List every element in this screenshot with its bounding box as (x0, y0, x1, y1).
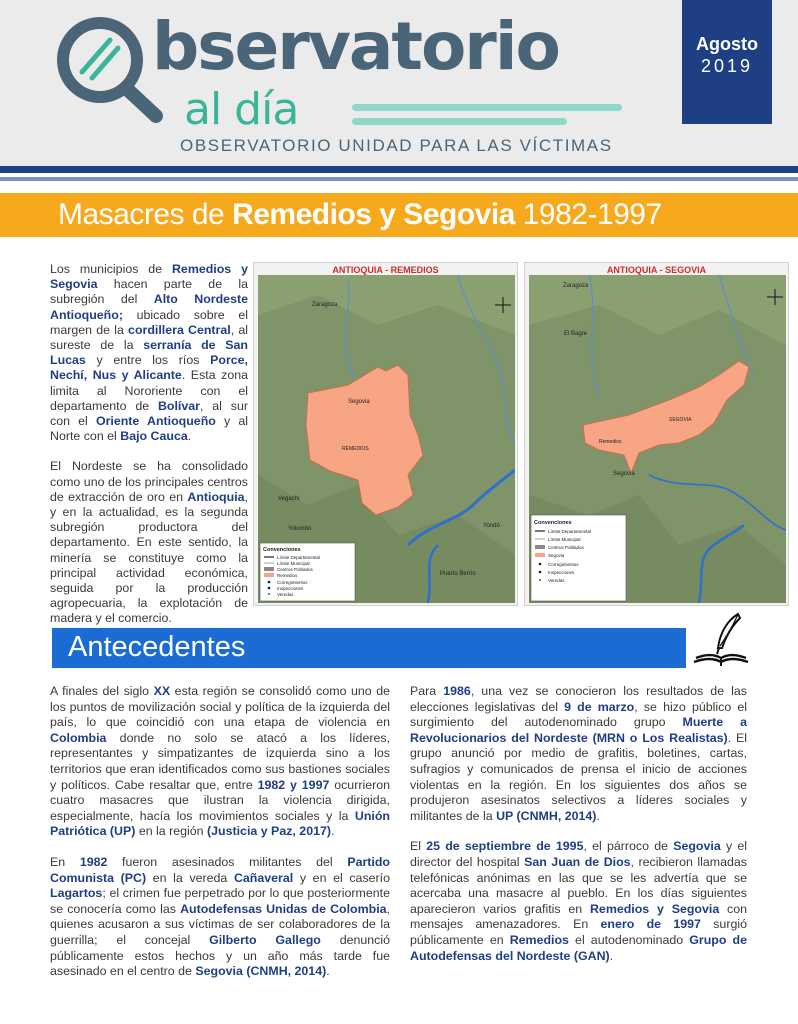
text-run: en la región (135, 824, 208, 839)
svg-text:Convenciones: Convenciones (534, 520, 572, 526)
svg-text:Veredas: Veredas (277, 592, 294, 597)
intro-paragraph (50, 459, 248, 626)
issue-month: Agosto (696, 34, 758, 54)
text-run: , quienes acusaron a sus víctimas de ser colaboradores de la guerrilla; el concejal (50, 901, 390, 947)
emphasis-text: cordillera Central (128, 322, 231, 337)
body-paragraph (50, 684, 390, 840)
place-label: Segovia (613, 471, 635, 477)
emphasis-text: Porce, Nechí, Nus y Alicante (50, 353, 248, 383)
text-run: fueron asesinados militantes del (107, 854, 348, 869)
svg-text:Convenciones: Convenciones (263, 547, 301, 553)
emphasis-text: Oriente Antioqueño (95, 414, 216, 429)
issue-date-badge (682, 0, 772, 124)
place-label: SEGOVIA (669, 417, 692, 423)
map-title: ANTIOQUIA - REMEDIOS (332, 265, 439, 275)
emphasis-text: (CNMH, 2014) (246, 964, 327, 979)
logo-decor-line (352, 118, 567, 125)
header-divider (0, 166, 798, 173)
emphasis-text: Cañaveral (233, 870, 294, 885)
section-heading: Antecedentes (68, 631, 246, 663)
place-label: Vegachí (278, 496, 300, 502)
antecedentes-column-right (410, 684, 747, 979)
svg-text:Límite Departamental: Límite Departamental (548, 529, 592, 534)
emphasis-text: Muerte a Revolucionarios del Nordeste (MRN o Los Realistas) (410, 715, 747, 745)
text-run: en la vereda (146, 870, 234, 885)
emphasis-text: 1986 (443, 684, 471, 698)
emphasis-text: Gilberto Gallego (209, 932, 321, 947)
header (0, 0, 798, 168)
emphasis-text: Remedios y Segovia (589, 901, 720, 916)
place-label: Zaragoza (312, 302, 338, 308)
emphasis-text: Segovia (195, 964, 243, 979)
text-run: , al sureste de la (50, 322, 249, 353)
emphasis-text: enero de 1997 (600, 917, 701, 932)
map-segovia (524, 262, 789, 606)
svg-text:Corregimientos: Corregimientos (277, 580, 308, 585)
svg-text:Veredas: Veredas (548, 578, 565, 583)
page-title (58, 198, 662, 232)
place-label: REMEDIOS (342, 446, 369, 452)
text-run: . (187, 429, 192, 444)
emphasis-text: 1982 y 1997 (257, 777, 330, 792)
body-paragraph (410, 839, 747, 964)
title-pre: Masacres de (58, 198, 233, 231)
map-remedios-graphic (258, 275, 515, 603)
antecedentes-column-left (50, 684, 390, 995)
emphasis-text: Bolívar (157, 398, 200, 413)
emphasis-text: Lagartos (50, 886, 103, 901)
emphasis-text: San Juan de Dios (524, 854, 631, 869)
body-paragraph (410, 684, 747, 824)
text-run: , el párroco de (583, 839, 674, 854)
emphasis-text: Unión Patriótica (UP) (50, 808, 390, 839)
emphasis-text: Grupo de Autodefensas del Nordeste (GAN) (410, 932, 747, 963)
emphasis-text: Partido Comunista (PC) (50, 854, 390, 885)
emphasis-text: Colombia (50, 730, 107, 745)
text-run: y entre los ríos (85, 353, 211, 368)
logo (52, 8, 613, 164)
text-run: hacen parte de la subregión del (50, 277, 248, 307)
text-run: , recibieron llamadas telefónicas anónimas en las que se les advertía que se acercaba una masacre al pueblo. En los días siguientes aparecieron varios grafitis en (410, 854, 747, 916)
issue-year: 2019 (700, 56, 754, 76)
text-run: El (410, 839, 427, 854)
intro-paragraph (50, 262, 248, 444)
emphasis-text: serranía de San Lucas (50, 338, 249, 368)
text-run: ocurrieron cuatro masacres que ilustran la violencia dirigida, especialmente, hacía los movimientos sociales y la (50, 777, 391, 823)
text-run: , al sur con el (50, 398, 248, 429)
text-run: el autodenominado (568, 932, 690, 947)
svg-text:Segovia: Segovia (548, 553, 565, 558)
text-run: Para (410, 684, 444, 698)
emphasis-text: Remedios y Segovia (50, 262, 248, 292)
emphasis-text: Alto Nordeste Antioqueño; (50, 292, 248, 322)
text-run: , y en la actualidad, es la segunda subregión productora del departamento. En este sentido, la minería se constituye como la principal actividad económica, seguida por la producción agropecuaria, la explotación de madera y el comercio. (50, 489, 248, 626)
map-remedios (253, 262, 518, 606)
svg-text:Corregimientos: Corregimientos (548, 562, 579, 567)
logo-subtitle: al día (184, 84, 299, 135)
svg-text:Centros Poblados: Centros Poblados (548, 545, 584, 550)
text-run: , una vez se conocieron los resultados de las elecciones legislativas del (410, 684, 747, 714)
body-paragraph (50, 855, 390, 980)
text-run: . (596, 808, 600, 823)
place-label: Segovia (348, 399, 370, 405)
text-run: y en el caserío (293, 870, 390, 885)
emphasis-text: Autodefensas Unidas de Colombia (180, 901, 387, 916)
emphasis-text: (Justicia y Paz, 2017) (207, 824, 331, 839)
map-legend (531, 515, 626, 601)
emphasis-text: 1982 (79, 854, 108, 869)
emphasis-text: Segovia (673, 839, 721, 854)
text-run: . Esta zona limita al Nororiente con el departamento de (50, 368, 248, 413)
emphasis-text: 9 de marzo (564, 699, 635, 714)
emphasis-text: Bajo Cauca (120, 429, 188, 444)
text-run: y al Norte con el (50, 414, 248, 444)
text-run: esta región se consolidó como uno de los puntos de movilización social y política de la izquierda del país, lo que coincidió con una etapa de violencia en (50, 684, 391, 730)
title-bold: Remedios y Segovia (232, 198, 515, 231)
place-label: El Bagre (564, 331, 588, 337)
svg-text:Límite Municipal: Límite Municipal (548, 537, 581, 542)
logo-wordmark: bservatorio (152, 8, 559, 85)
svg-text:Inspecciones: Inspecciones (548, 570, 575, 575)
emphasis-text: UP (CNMH, 2014) (496, 808, 597, 823)
map-segovia-graphic (529, 275, 786, 603)
text-run: y el director del hospital (410, 839, 747, 869)
logo-decor-line (352, 104, 622, 111)
place-label: Puerto Berrío (440, 571, 476, 577)
place-label: Yondó (483, 523, 500, 529)
text-run: Los municipios de (50, 262, 172, 276)
text-run: denunció públicamente estos hechos y un año más tarde fue asesinado en el centro de (50, 932, 390, 979)
text-run: En (50, 854, 80, 869)
text-run: surgió públicamente en (410, 917, 747, 947)
text-run: , se hizo público el surgimiento del autodenominado grupo (410, 699, 748, 730)
text-run: ; el crimen fue perpetrado por lo que posteriormente se conocería como las (50, 886, 390, 916)
place-label: Zaragoza (563, 283, 589, 289)
svg-text:Inspecciones: Inspecciones (277, 586, 304, 591)
header-divider-thin (0, 177, 798, 181)
text-run: . (609, 948, 614, 963)
emphasis-text: 25 de septiembre de 1995 (426, 839, 584, 854)
quill-book-icon (690, 610, 752, 670)
place-label: Remedios (599, 439, 622, 445)
svg-text:Límite Municipal: Límite Municipal (277, 561, 310, 566)
title-post: 1982-1997 (514, 198, 662, 231)
text-run: ubicado sobre el margen de la (50, 307, 248, 337)
map-title: ANTIOQUIA - SEGOVIA (606, 265, 707, 275)
emphasis-text: XX (153, 684, 171, 698)
text-run: donde no solo se atacó a los líderes, representantes y simpatizantes de izquierda sino a los territorios que eran identificados como sus bastiones sociales y políticos. Cabe resaltar que, entre (50, 730, 390, 792)
text-run: . El grupo anunció por medio de grafitis, boletines, cartas, sufragios y comunicados de prensa el inicio de acciones violentas en la región. En los siguientes dos años se produjeron asesinatos selectivos a líderes sociales y militantes de la (410, 730, 747, 823)
text-run: con mensajes amenazadores. En (410, 901, 747, 932)
place-label: Yolombó (288, 526, 312, 532)
logo-tagline: OBSERVATORIO UNIDAD PARA LAS VÍCTIMAS (180, 136, 613, 155)
text-run: . (326, 964, 330, 979)
text-run: . (331, 824, 335, 839)
svg-text:Remedios: Remedios (277, 573, 298, 578)
emphasis-text: Remedios (509, 932, 569, 947)
text-run: A finales del siglo (50, 684, 154, 698)
text-run: El Nordeste se ha consolidado como uno de los principales centros de extracción de oro en (50, 459, 248, 504)
svg-text:Límite Departamental: Límite Departamental (277, 555, 321, 560)
emphasis-text: Antioquia (187, 489, 245, 504)
intro-text (50, 262, 248, 642)
svg-text:Centros Poblados: Centros Poblados (277, 567, 313, 572)
